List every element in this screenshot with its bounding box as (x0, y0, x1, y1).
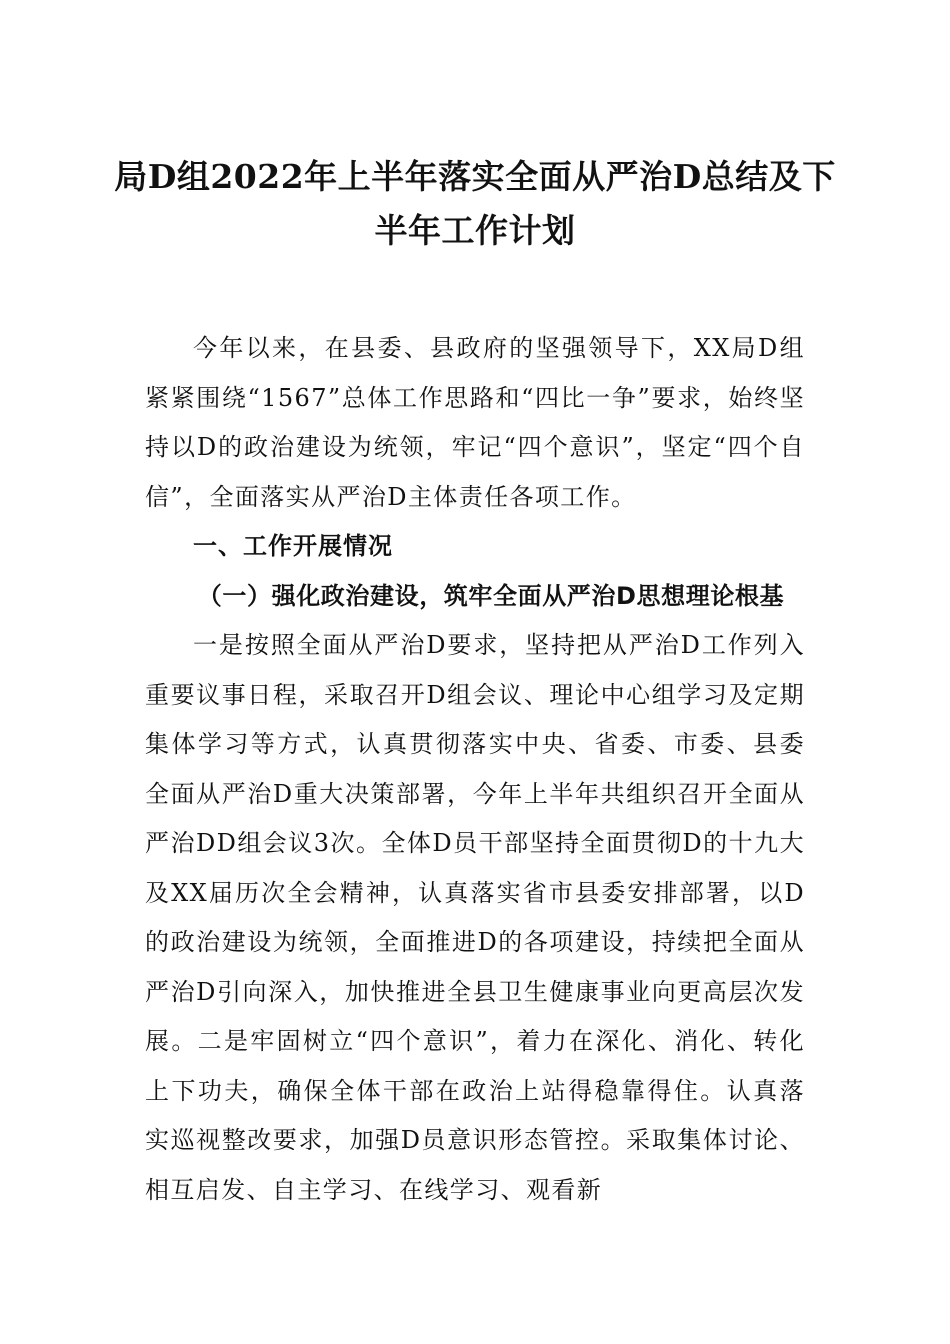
section-heading: 一、工作开展情况 (193, 532, 393, 560)
body-paragraph: 一是按照全面从严治D要求，坚持把从严治D工作列入重要议事日程，采取召开D组会议、理论中心组学习及定期集体学习等方式，认真贯彻落实中央、省委、市委、县委全面从严治D重大决策部署，今年上半年共组织召开全面从严治DD组会议3次。全体D员干部坚持全面贯彻D的十九大及XX届历次全会精神，认真落实省市县委安排部署，以D的政治建设为统领，全面推进D的各项建设，持续把全面从严治D引向深入，加快推进全县卫生健康事业向更高层次发展。二是牢固树立“四个意识”，着力在深化、消化、转化上下功夫，确保全体干部在政治上站得稳靠得住。认真落实巡视整改要求，加强D员意识形态管控。采取集体讨论、相互启发、自主学习、在线学习、观看新 (145, 631, 805, 1204)
document-title: 局D组2022年上半年落实全面从严治D总结及下半年工作计划 (114, 157, 836, 250)
intro-paragraph: 今年以来，在县委、县政府的坚强领导下，XX局D组紧紧围绕“1567”总体工作思路和“四比一争”要求，始终坚持以D的政治建设为统领，牢记“四个意识”，坚定“四个自信”，全面落实从严治D主体责任各项工作。 (145, 334, 805, 511)
subsection-heading: （一）强化政治建设，筑牢全面从严治D思想理论根基 (197, 581, 785, 610)
document-body (145, 324, 805, 1215)
